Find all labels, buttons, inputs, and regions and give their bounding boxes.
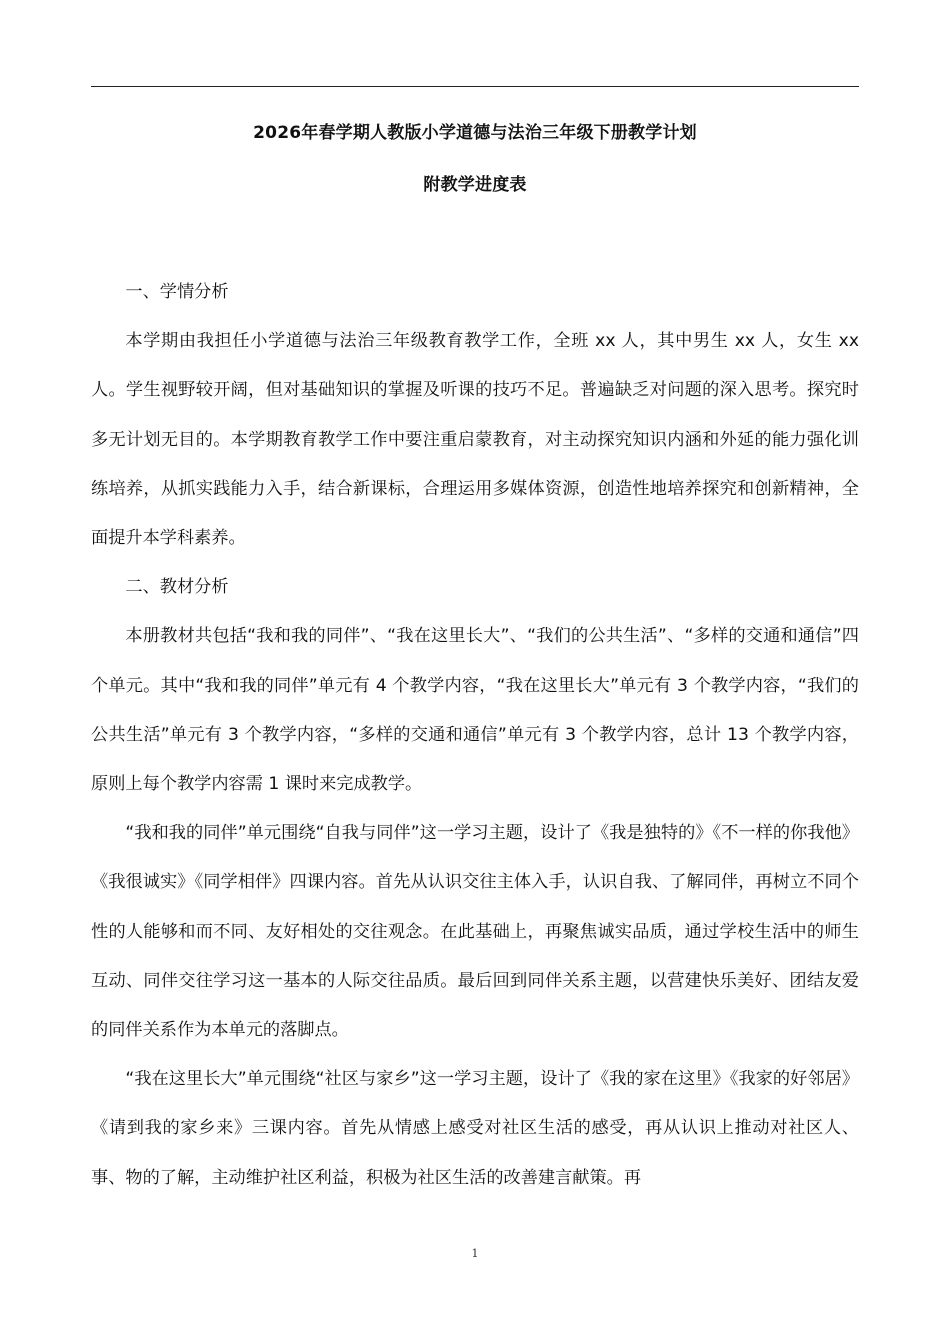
paragraph-unit-companions: “我和我的同伴”单元围绕“自我与同伴”这一学习主题，设计了《我是独特的》《不一样的你我他》《我很诚实》《同学相伴》四课内容。首先从认识交往主体入手，认识自我、了解同伴，再树立不同个性的人能够和而不同、友好相处的交往观念。在此基础上，再聚焦诚实品质，通过学校生活中的师生互动、同伴交往学习这一基本的人际交往品质。最后回到同伴关系主题，以营建快乐美好、团结友爱的同伴关系作为本单元的落脚点。	[91, 823, 859, 1041]
paragraph-unit-hometown: “我在这里长大”单元围绕“社区与家乡”这一学习主题，设计了《我的家在这里》《我家的好邻居》《请到我的家乡来》三课内容。首先从情感上感受对社区生活的感受，再从认识上推动对社区人、事、物的了解，主动维护社区利益，积极为社区生活的改善建言献策。再	[91, 1069, 859, 1188]
page-number: 1	[471, 1247, 479, 1260]
section-heading-textbook-analysis: 二、教材分析	[125, 577, 229, 598]
section-heading-student-analysis: 一、学情分析	[125, 282, 229, 302]
document-title: 2026年春学期人教版小学道德与法治三年级下册教学计划	[253, 123, 697, 143]
paragraph-student-analysis: 本学期由我担任小学道德与法治三年级教育教学工作，全班 xx 人，其中男生 xx 人，女生 xx 人。学生视野较开阔，但对基础知识的掌握及听课的技巧不足。普遍缺乏对问题的深入思考。探究时多无计划无目的。本学期教育教学工作中要注重启蒙教育，对主动探究知识内涵和外延的能力强化训练培养，从抓实践能力入手，结合新课标，合理运用多媒体资源，创造性地培养探究和创新精神，全面提升本学科素养。	[91, 331, 859, 549]
document-subtitle: 附教学进度表	[423, 175, 527, 195]
document-body	[91, 268, 859, 1203]
paragraph-textbook-overview: 本册教材共包括“我和我的同伴”、“我在这里长大”、“我们的公共生活”、“多样的交通和通信”四个单元。其中“我和我的同伴”单元有 4 个教学内容，“我在这里长大”单元有 3 个教学内容，“我们的公共生活”单元有 3 个教学内容，“多样的交通和通信”单元有 3 个教学内容，总计 13 个教学内容，原则上每个教学内容需 1 课时来完成教学。	[91, 626, 859, 795]
header-rule	[91, 86, 859, 87]
